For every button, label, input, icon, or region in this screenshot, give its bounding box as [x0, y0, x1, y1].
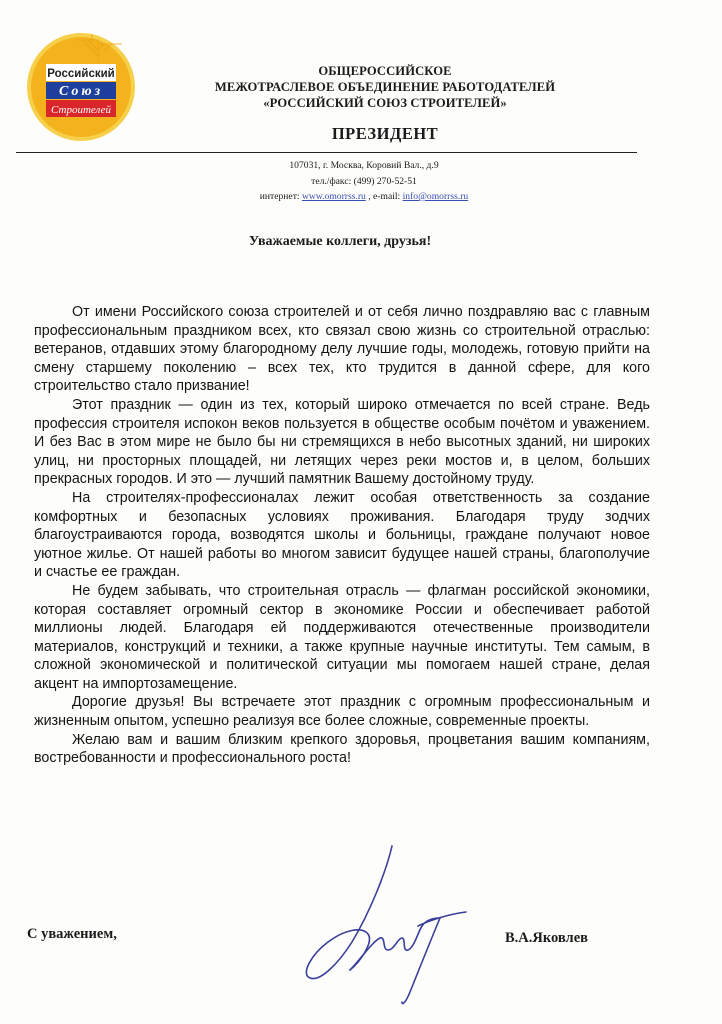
- paragraph: Этот праздник — один из тех, который широко отмечается по всей стране. Ведь профессия строителя испокон веков пользуется в обществе особым почётом и уважением. И без Вас в этом мире не было бы ни стремящихся в небо высотных зданий, ни широких улиц, ни просторных площадей, ни летящих через реки мостов и, в целом, больших прекрасных городов. И это — лучший памятник Вашему достойному труду.: [34, 396, 650, 488]
- logo-line-2: Союз: [58, 84, 104, 99]
- organization-logo: [26, 32, 136, 142]
- signatory-name: В.А.Яковлев: [505, 930, 588, 946]
- letter-body: [34, 303, 650, 768]
- website-link[interactable]: www.omorrss.ru: [301, 191, 366, 202]
- position-title: ПРЕЗИДЕНТ: [331, 124, 439, 143]
- logo-line-3: Строителей: [51, 104, 111, 116]
- phone: тел./факс: (499) 270-52-51: [311, 175, 417, 187]
- logo-line-1: Российский: [47, 68, 115, 80]
- organization-name: [170, 63, 600, 111]
- internet-label: интернет:: [259, 191, 300, 202]
- paragraph: На строителях-профессионалах лежит особая ответственность за создание комфортных и безопасных условиях проживания. Благодаря труду зодчих благоустраиваются города, возводятся школы и больницы, граждане получают новое уютное жилье. От нашей работы во многом зависит будущее нашей страны, благополучие и счастье ее граждан.: [34, 489, 650, 581]
- handwritten-signature-icon: [290, 842, 480, 1012]
- internet-line: [214, 189, 514, 205]
- paragraph: Желаю вам и вашим близким крепкого здоровья, процветания вашим компаниям, востребованности и профессионального роста!: [34, 731, 650, 767]
- header-divider: [16, 152, 637, 153]
- email-link[interactable]: info@omorrss.ru: [402, 191, 469, 202]
- logo-emblem-icon: [26, 32, 136, 142]
- paragraph: От имени Российского союза строителей и от себя лично поздравляю вас с главным профессиональным праздником всех, кто связал свою жизнь со строительной отраслью: ветеранов, отдавших этому благородному делу лучшие годы, молодежь, готовую прийти на смену старшему поколению – всех тех, кто трудится в данной сфере, для кого строительство стало призвание!: [34, 304, 650, 395]
- paragraph: Дорогие друзья! Вы встречаете этот праздник с огромным профессиональным и жизненным опытом, успешно реализуя все более сложные, современные проекты.: [34, 694, 650, 730]
- paragraph: Не будем забывать, что строительная отрасль — флагман российской экономики, которая составляет огромный сектор в экономике России и обеспечивает работой миллионы людей. Благодаря ей поддерживаются отечественные производители материалов, конструкций и техники, а также крупные научные институты. Тем самым, в сложной экономической и политической ситуации мы помогаем нашей стране, делая акцент на импортозамещение.: [34, 582, 650, 692]
- org-line: МЕЖОТРАСЛЕВОЕ ОБЪЕДИНЕНИЕ РАБОТОДАТЕЛЕЙ: [214, 80, 556, 94]
- email-label: , e-mail:: [368, 191, 401, 202]
- org-line: ОБЩЕРОССИЙСКОЕ: [318, 64, 452, 78]
- closing: С уважением,: [27, 926, 117, 942]
- address: 107031, г. Москва, Коровий Вал., д.9: [289, 160, 439, 171]
- org-line: «РОССИЙСКИЙ СОЮЗ СТРОИТЕЛЕЙ»: [263, 96, 507, 110]
- greeting: Уважаемые коллеги, друзья!: [248, 234, 432, 249]
- contact-block: [214, 158, 514, 205]
